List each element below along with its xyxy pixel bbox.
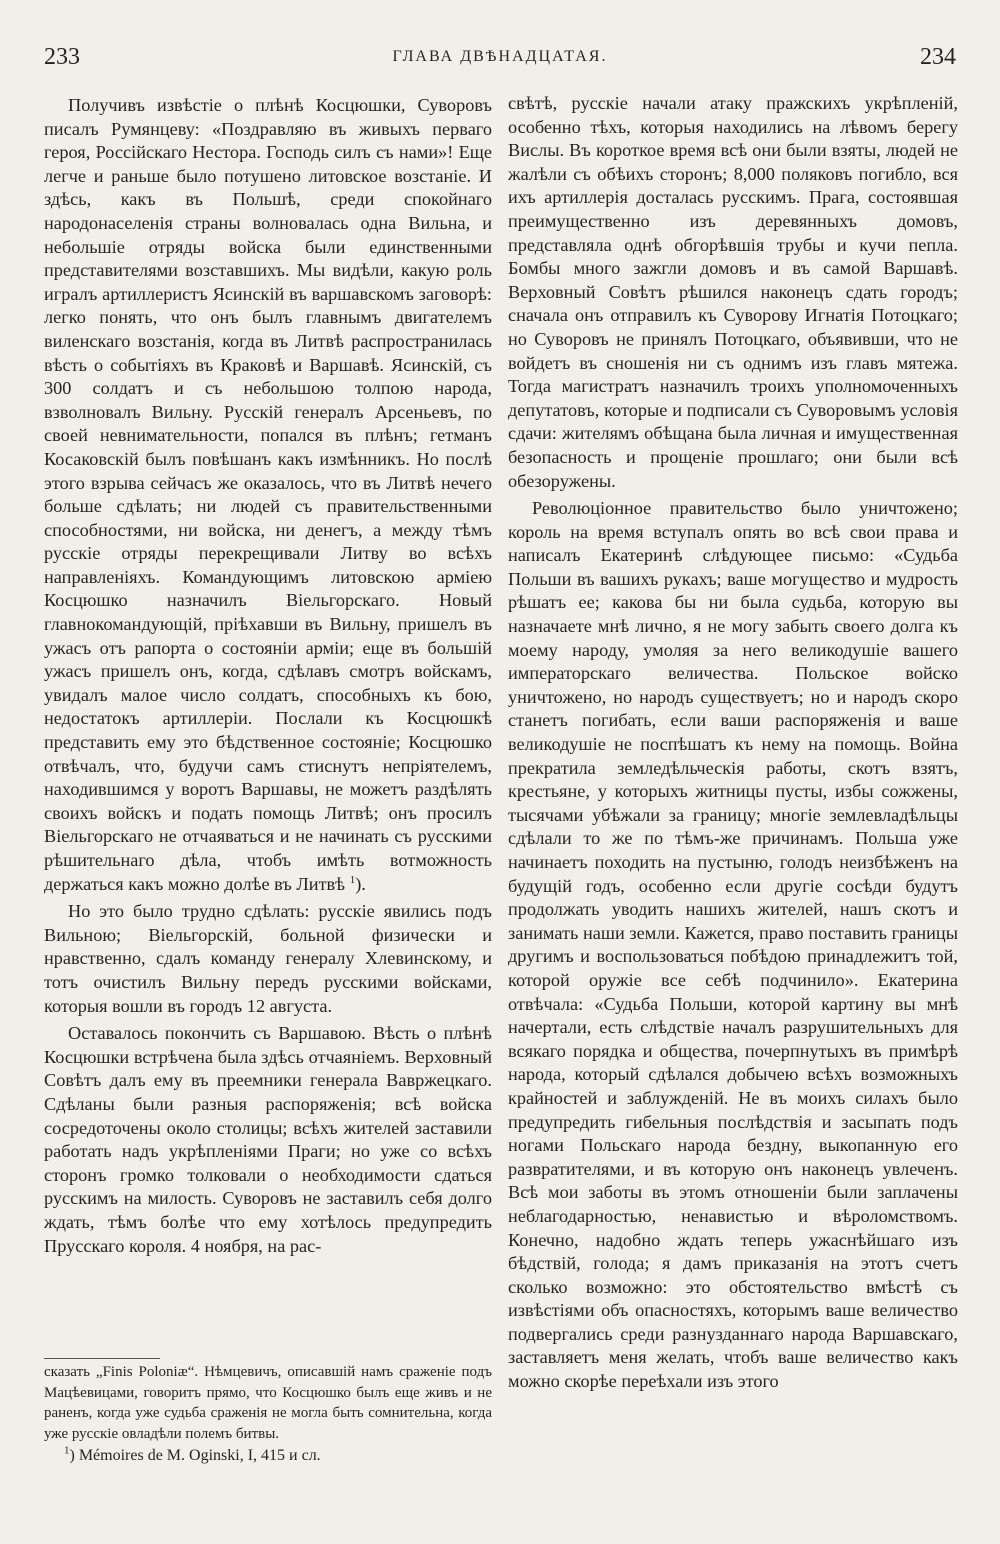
- paragraph: Но это было трудно сдѣлать: русскіе явились подъ Вильною; Віельгорскій, больной физически и нравственно, сдалъ команду генералу Хлевинскому, и тотъ очистилъ Вильну передъ русскими войсками, которыя вошли въ городъ 12 августа.: [44, 901, 492, 1016]
- paragraph-text: Получивъ извѣстіе о плѣнѣ Косцюшки, Суворовъ писалъ Румянцеву: «Поздравляю въ живыхъ перваго героя, Россійскаго Нестора. Господь силъ съ нами»! Еще легче и раньше было потушено литовское возстаніе. И здѣсь, какъ въ Польшѣ, среди спокойнаго народонаселенія страны волновалась одна Вильна, и небольшіе отряды войска были единственными представителями возставшихъ. Мы видѣли, какую роль игралъ артиллеристъ Ясинскій въ варшавскомъ заговорѣ: легко понять, что онъ былъ главнымъ двигателемъ виленскаго возстанія, когда въ Литвѣ распространилась вѣсть о событіяхъ въ Краковѣ и Варшавѣ. Ясинскій, съ 300 солдатъ и съ небольшою толпою народа, взволновалъ Вильну. Русскій генералъ Арсеньевъ, по своей невнимательности, попался въ плѣнъ; гетманъ Косаковскій былъ повѣшанъ какъ измѣнникъ. Но послѣ этого взрыва сейчасъ же оказалось, что въ Литвѣ нечего больше сдѣлать; ни людей съ правительственными способностями, ни войска, ни денегъ, а между тѣмъ русскіе отряды перекрещивали Литву во всѣхъ направленіяхъ. Командующимъ литовскою арміею Косцюшко назначилъ Віельгорскаго. Новый главнокомандующій, пріѣхавши въ Вильну, пришелъ въ ужасъ отъ рапорта о состояніи арміи; еще въ большій ужасъ пришелъ онъ, когда, сдѣлавъ смотръ войскамъ, увидалъ малое число солдатъ, способныхъ къ бою, недостатокъ артиллеріи. Послали къ Косцюшкѣ представить ему это бѣдственное состояніе; Косцюшко отвѣчалъ, что, будучи самъ стиснутъ непріятелемъ, находившимся у воротъ Варшавы, не можетъ раздѣлять своихъ войскъ и подать помощь Литвѣ; онъ просилъ Віельгорскаго не отчаяваться и не начинать съ русскими рѣшительнаго дѣла, чтобъ имѣть вотможность держаться какъ можно долѣе въ Литвѣ: [44, 95, 492, 894]
- footnote-separator: [44, 1358, 160, 1359]
- paragraph: Оставалось покончить съ Варшавою. Вѣсть о плѣнѣ Косцюшки встрѣчена была здѣсь отчаяніемъ. Верховный Совѣтъ далъ ему въ преемники генерала Вавржецкаго. Сдѣланы были разныя распоряженія; всѣ войска сосредоточены около столицы; всѣхъ жителей заставили работать надъ укрѣпленіями Праги; но уже со всѣхъ сторонъ громко толковали о необходимости сдаться русскимъ на милость. Суворовъ не заставилъ себя долго ждать, тѣмъ болѣе что ему хотѣлось предупредить Прусскаго короля. 4 ноября, на рас-: [44, 1023, 492, 1256]
- chapter-title: ГЛАВА ДВѢНАДЦАТАЯ.: [392, 48, 608, 65]
- left-column: [44, 94, 492, 1258]
- footnote-1: [44, 1446, 492, 1467]
- right-column: [508, 92, 958, 1394]
- running-header: [44, 44, 956, 74]
- footnote-text: ) Mémoires de M. Oginski, I, 415 и сл.: [69, 1447, 321, 1464]
- footnote-marker: 1: [349, 873, 356, 886]
- paragraph: свѣтѣ, русскіе начали атаку пражскихъ укрѣпленій, особенно тѣхъ, которыя находились на лѣвомъ берегу Вислы. Въ короткое время всѣ они были взяты, людей не жалѣли съ обѣихъ сторонъ; 8,000 поляковъ погибло, вся ихъ артиллерія досталась русскимъ. Прага, состоявшая преимущественно изъ деревянныхъ домовъ, представляла однѣ обгорѣвшія трубы и кучи пепла. Бомбы много зажгли домовъ и въ самой Варшавѣ. Верховный Совѣтъ рѣшился наконецъ сдать городъ; сначала онъ отправилъ къ Суворову Игнатія Потоцкаго; но Суворовъ не принялъ Потоцкаго, объявивши, что не войдетъ въ сношенія ни съ однимъ изъ главъ мятежа. Тогда магистратъ назначилъ троихъ уполномоченныхъ депутатовъ, которые и подписали съ Суворовымъ условія сдачи: жителямъ обѣщана была личная и имущественная безопасность и прощеніе прошлаго; они были всѣ обезоружены.: [508, 93, 958, 491]
- page-number-right: 234: [920, 44, 956, 70]
- paragraph: Революціонное правительство было уничтожено; король на время вступалъ опять во всѣ свои права и написалъ Екатеринѣ слѣдующее письмо: «Судьба Польши въ вашихъ рукахъ; ваше могущество и мудрость рѣшатъ ее; какова бы ни была судьба, которую вы назначаете мнѣ лично, я не могу забыть своего долга къ моему народу, умоляя за него великодушіе вашего императорскаго величества. Польское войско уничтожено, но народъ существуетъ; но и народъ скоро станетъ погибать, если ваши распоряженія и ваше великодушіе не поспѣшатъ къ нему на помощь. Война прекратила земледѣльческія работы, скотъ взятъ, крестьяне, у которыхъ житницы пусты, избы сожжены, тысячами убѣжали за границу; многіе землевладѣльцы сдѣлали то же по тѣмъ-же причинамъ. Польша уже начинаетъ походить на пустыню, голодъ неизбѣженъ на будущій годъ, особенно если другіе сосѣди будутъ продолжать уводить нашихъ жителей, нашъ скотъ и занимать наши земли. Кажется, право поставить границы другимъ и воспользоваться побѣдою принадлежитъ той, которой оружіе все себѣ подчинило». Екатерина отвѣчала: «Судьба Польши, которой картину вы мнѣ начертали, есть слѣдствіе началъ разрушительныхъ для всякаго порядка и общества, почерпнутыхъ въ примѣрѣ народа, который сдѣлался добычею всѣхъ возможныхъ крайностей и заблужденій. Не въ моихъ силахъ было предупредить гибельныя послѣдствія и засыпать подъ ногами Польскаго народа бездну, выкопанную его развратителями, и въ которую онъ наконецъ увлеченъ. Всѣ мои заботы въ этомъ отношеніи были заплачены неблагодарностью, ненавистью и вѣроломствомъ. Конечно, надобно ждать теперь ужаснѣйшаго изъ бѣдствій, голода; я дамъ приказанія на этотъ счетъ сколько возможно: это обстоятельство вмѣстѣ съ извѣстіями объ опасностяхъ, которымъ ваше величество подвергались среди разнузданнаго народа Варшавскаго, заставляетъ меня желать, чтобъ ваше величество какъ можно скорѣе переѣхали изъ этого: [508, 498, 958, 1392]
- paragraph: [44, 94, 492, 896]
- footnotes: [44, 1362, 492, 1467]
- footnote-continued: сказать „Finis Poloniæ“. Нѣмцевичъ, описавшій намъ сраженіе подъ Мацѣевицами, говоритъ прямо, что Косцюшко былъ еще живъ и не раненъ, когда уже судьба сраженія не могла быть сомнительна, когда уже русскіе овладѣли полемъ битвы.: [44, 1364, 492, 1442]
- footnote-number: 1: [64, 1444, 70, 1457]
- page-number-left: 233: [44, 44, 80, 70]
- paragraph-end: ).: [355, 873, 366, 894]
